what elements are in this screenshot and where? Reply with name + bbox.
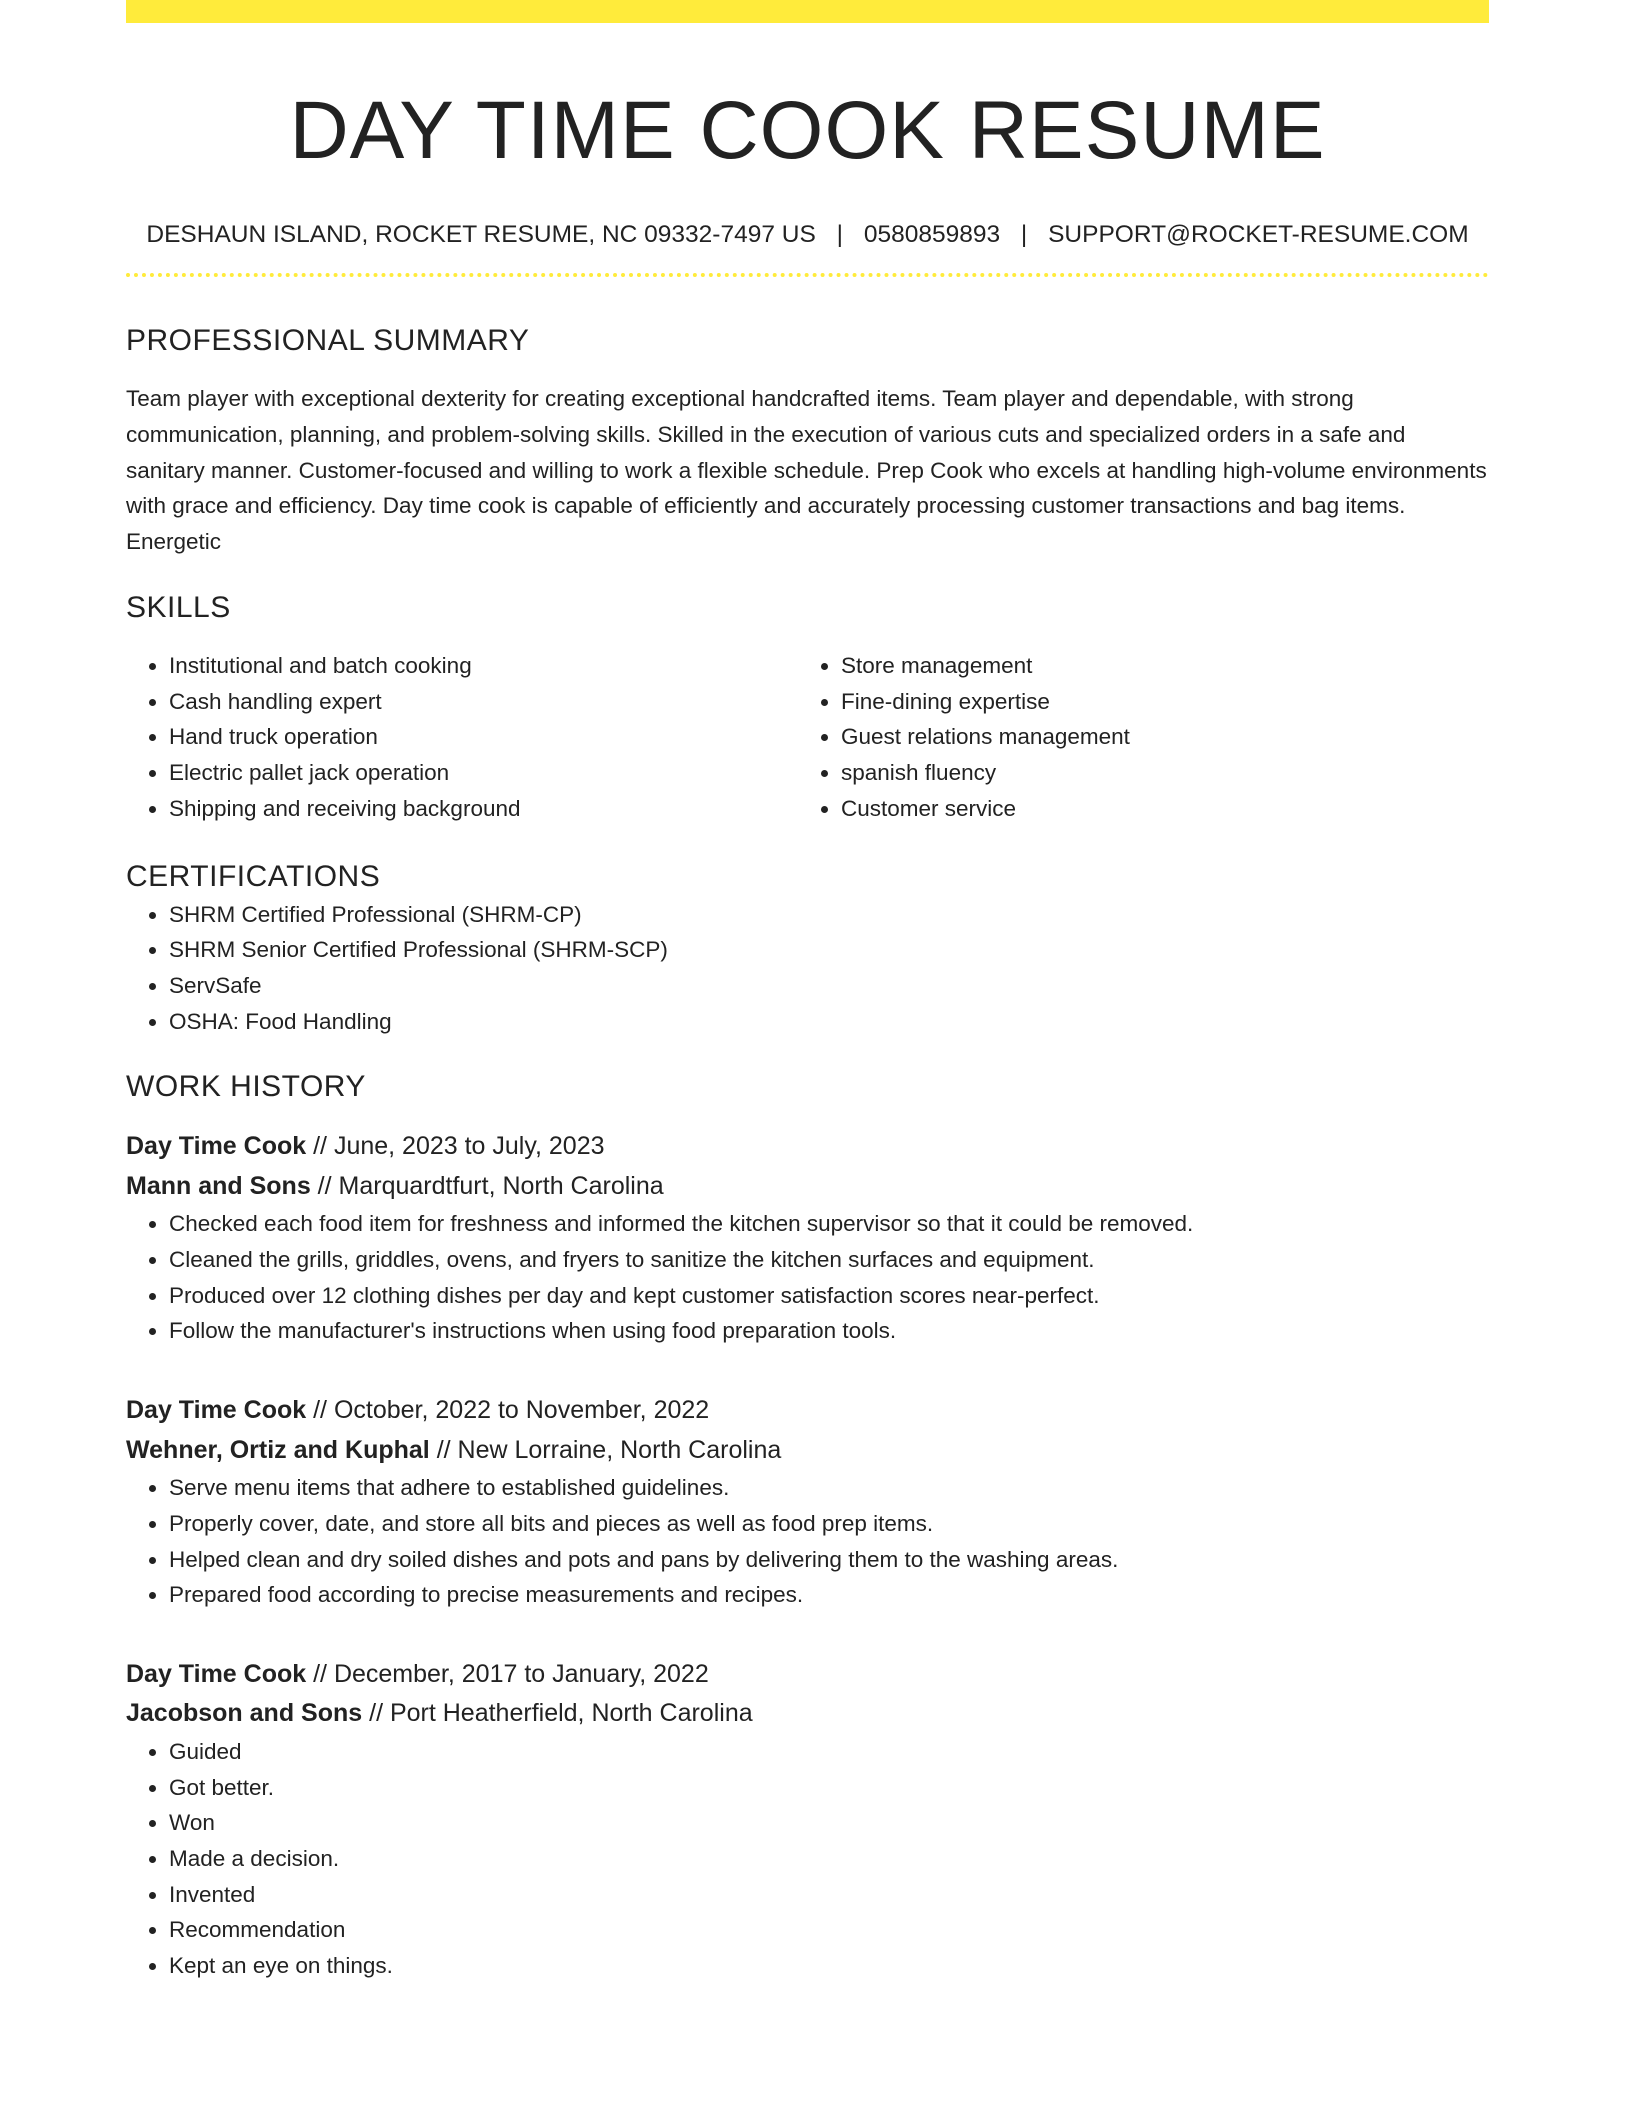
job-bullets — [126, 1470, 1489, 1613]
job-bullet: • Properly cover, date, and store all bits and pieces as well as food prep items. — [169, 1506, 1489, 1542]
skill-item: • Electric pallet jack operation — [169, 755, 798, 791]
skill-item: • Cash handling expert — [169, 684, 798, 720]
job-bullet: • Won — [169, 1805, 1489, 1841]
job-bullet: • Helped clean and dry soiled dishes and pots and pans by delivering them to the washing areas. — [169, 1542, 1489, 1578]
skill-item: • Hand truck operation — [169, 719, 798, 755]
job-company-line — [126, 1167, 1489, 1207]
contact-separator: | — [1020, 221, 1028, 248]
skills-heading: SKILLS — [126, 590, 231, 624]
job-bullet: • Serve menu items that adhere to established guidelines. — [169, 1470, 1489, 1506]
skills-columns — [126, 648, 1489, 827]
skill-item: • Customer service — [841, 791, 1470, 827]
skill-item: • Institutional and batch cooking — [169, 648, 798, 684]
job-role-line — [126, 1655, 1489, 1695]
skills-column-right — [798, 648, 1470, 827]
job-company: Jacobson and Sons — [126, 1699, 363, 1728]
skill-item: • Fine-dining expertise — [841, 684, 1470, 720]
job-dates: // June, 2023 to July, 2023 — [306, 1132, 605, 1161]
contact-email: SUPPORT@ROCKET-RESUME.COM — [1048, 221, 1469, 248]
summary-heading: PROFESSIONAL SUMMARY — [126, 324, 530, 357]
job-bullet: • Guided — [169, 1734, 1489, 1770]
job-entry — [126, 1127, 1489, 1349]
contact-address: DESHAUN ISLAND, ROCKET RESUME, NC 09332-7497 US — [146, 221, 816, 248]
contact-separator: | — [836, 221, 843, 248]
certifications-list — [126, 897, 1489, 1040]
job-location: // New Lorraine, North Carolina — [429, 1435, 782, 1464]
job-dates: // October, 2022 to November, 2022 — [306, 1396, 710, 1425]
job-entry — [126, 1391, 1489, 1613]
work-history-heading: WORK HISTORY — [126, 1070, 366, 1104]
skills-column-left — [126, 648, 798, 827]
skill-item: • Guest relations management — [841, 719, 1470, 755]
job-role: Day Time Cook — [126, 1396, 307, 1425]
job-bullet: • Got better. — [169, 1770, 1489, 1806]
job-bullet: • Checked each food item for freshness and informed the kitchen supervisor so that it could be removed. — [169, 1206, 1489, 1242]
resume-title: DAY TIME COOK RESUME — [289, 85, 1326, 176]
certification-item: • SHRM Certified Professional (SHRM-CP) — [169, 897, 1489, 933]
job-company: Wehner, Ortiz and Kuphal — [126, 1435, 430, 1464]
job-bullets — [126, 1734, 1489, 1984]
job-bullet: • Made a decision. — [169, 1841, 1489, 1877]
job-bullet: • Cleaned the grills, griddles, ovens, and fryers to sanitize the kitchen surfaces and equipment. — [169, 1242, 1489, 1278]
contact-phone: 0580859893 — [863, 221, 1001, 248]
job-bullet: • Invented — [169, 1877, 1489, 1913]
skill-item: • Store management — [841, 648, 1470, 684]
job-location: // Marquardtfurt, North Carolina — [310, 1171, 664, 1200]
job-entry — [126, 1655, 1489, 1984]
job-role-line — [126, 1127, 1489, 1167]
skills-list-left — [126, 648, 798, 827]
resume-content — [126, 23, 1489, 1984]
contact-line — [126, 219, 1489, 251]
dotted-divider — [126, 273, 1489, 277]
job-dates: // December, 2017 to January, 2022 — [306, 1659, 709, 1688]
job-bullet: • Kept an eye on things. — [169, 1948, 1489, 1984]
job-company: Mann and Sons — [126, 1171, 311, 1200]
job-role-line — [126, 1391, 1489, 1431]
certification-item: • SHRM Senior Certified Professional (SHRM-SCP) — [169, 932, 1489, 968]
skill-item: • spanish fluency — [841, 755, 1470, 791]
certification-item: • OSHA: Food Handling — [169, 1004, 1489, 1040]
job-bullet: • Recommendation — [169, 1912, 1489, 1948]
job-bullets — [126, 1206, 1489, 1349]
job-company-line — [126, 1694, 1489, 1734]
job-location: // Port Heatherfield, North Carolina — [362, 1699, 753, 1728]
top-accent-bar — [126, 0, 1489, 23]
certification-item: • ServSafe — [169, 968, 1489, 1004]
summary-text: Team player with exceptional dexterity for creating exceptional handcrafted items. Team player and dependable, with strong communication, planning, and problem-solving skills. Skilled in the execution of various cuts and specialized orders in a safe and sanitary manner. Customer-focused and willing to work a flexible schedule. Prep Cook who excels at handling high-volume environments with grace and efficiency. Day time cook is capable of efficiently and accurately processing customer transactions and bag items. Energetic — [126, 386, 1487, 555]
skill-item: • Shipping and receiving background — [169, 791, 798, 827]
job-company-line — [126, 1431, 1489, 1471]
job-bullet: • Follow the manufacturer's instructions when using food preparation tools. — [169, 1313, 1489, 1349]
skills-list-right — [798, 648, 1470, 827]
certifications-heading: CERTIFICATIONS — [126, 859, 381, 893]
job-role: Day Time Cook — [126, 1659, 307, 1688]
job-bullet: • Produced over 12 clothing dishes per day and kept customer satisfaction scores near-perfect. — [169, 1278, 1489, 1314]
job-bullet: • Prepared food according to precise measurements and recipes. — [169, 1577, 1489, 1613]
job-role: Day Time Cook — [126, 1132, 307, 1161]
